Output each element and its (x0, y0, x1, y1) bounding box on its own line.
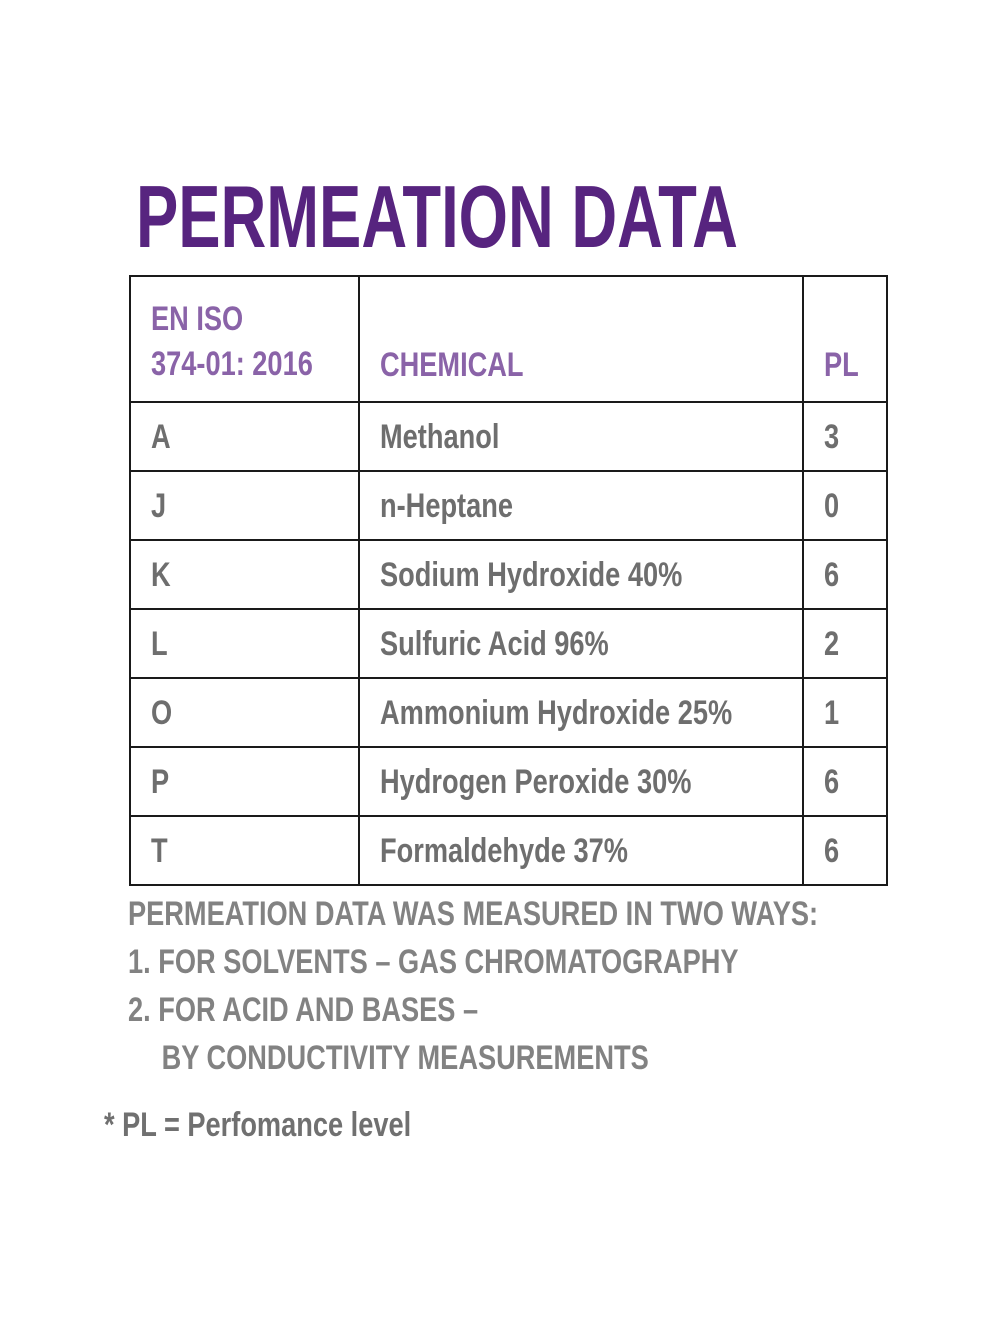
row-pl: 1 (803, 678, 887, 747)
table-header-row (130, 276, 887, 402)
table-row (130, 471, 887, 540)
row-chemical: Hydrogen Peroxide 30% (359, 747, 803, 816)
table-row (130, 678, 887, 747)
notes-heading: PERMEATION DATA WAS MEASURED IN TWO WAYS: (128, 895, 819, 933)
row-code: T (130, 816, 359, 885)
row-pl: 2 (803, 609, 887, 678)
table-row (130, 816, 887, 885)
table-row (130, 747, 887, 816)
row-chemical: n-Heptane (359, 471, 803, 540)
row-code: L (130, 609, 359, 678)
table-row (130, 402, 887, 471)
row-code: P (130, 747, 359, 816)
row-chemical: Ammonium Hydroxide 25% (359, 678, 803, 747)
table-row (130, 609, 887, 678)
header-standard-line2: 374-01: 2016 (151, 345, 313, 383)
row-code: O (130, 678, 359, 747)
row-chemical: Sodium Hydroxide 40% (359, 540, 803, 609)
page-title: PERMEATION DATA (136, 167, 738, 266)
row-pl: 6 (803, 816, 887, 885)
row-pl: 6 (803, 540, 887, 609)
row-pl: 6 (803, 747, 887, 816)
notes-item-1: 1. FOR SOLVENTS – GAS CHROMATOGRAPHY (128, 943, 739, 981)
row-code: J (130, 471, 359, 540)
permeation-table (129, 275, 888, 886)
header-standard-line1: EN ISO (151, 300, 244, 338)
footnote-pl-definition: * PL = Perfomance level (104, 1106, 412, 1144)
row-chemical: Sulfuric Acid 96% (359, 609, 803, 678)
table-row (130, 540, 887, 609)
row-pl: 3 (803, 402, 887, 471)
row-code: K (130, 540, 359, 609)
row-chemical: Formaldehyde 37% (359, 816, 803, 885)
notes-item-2-line2: BY CONDUCTIVITY MEASUREMENTS (161, 1039, 649, 1077)
header-chemical: CHEMICAL (359, 276, 803, 402)
measurement-notes (128, 890, 991, 1082)
header-pl: PL (803, 276, 887, 402)
row-code: A (130, 402, 359, 471)
notes-item-2-line1: 2. FOR ACID AND BASES – (128, 991, 479, 1029)
header-standard (130, 276, 359, 402)
row-pl: 0 (803, 471, 887, 540)
row-chemical: Methanol (359, 402, 803, 471)
